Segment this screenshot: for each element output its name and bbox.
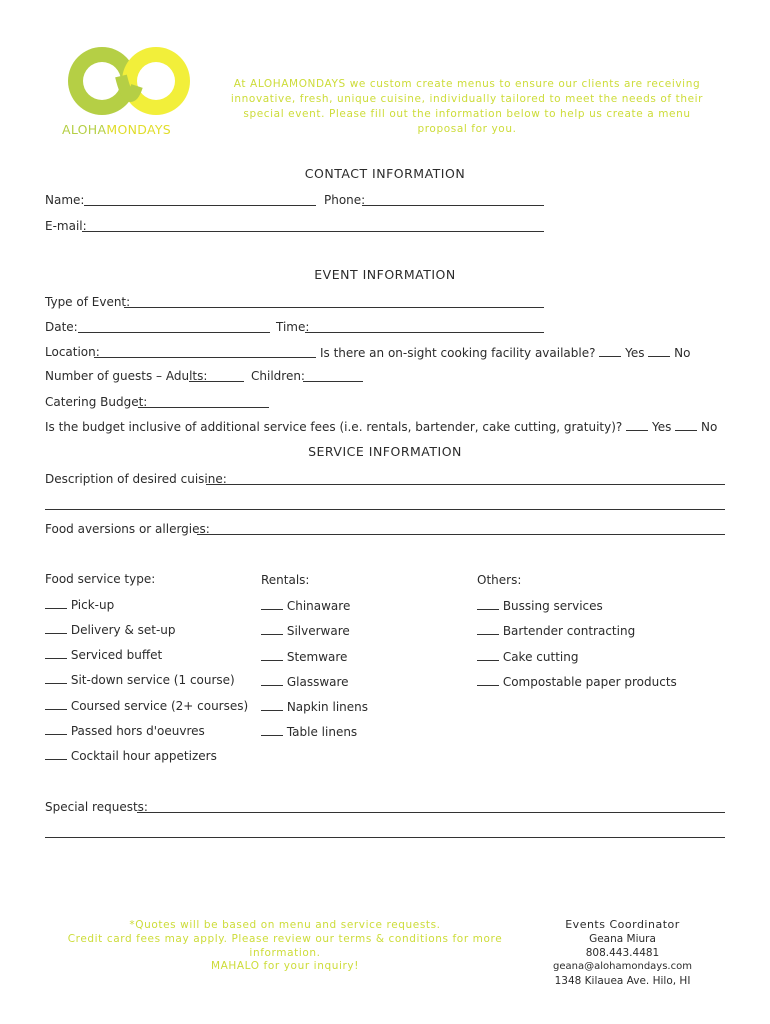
children-label: Children: bbox=[251, 369, 305, 383]
footer-note-line1: *Quotes will be based on menu and service requests. bbox=[129, 919, 441, 931]
food-service-item[interactable]: Delivery & set-up bbox=[45, 622, 176, 637]
cuisine-field[interactable] bbox=[206, 484, 725, 485]
allergies-label: Food aversions or allergies: bbox=[45, 522, 210, 536]
food-service-item[interactable]: Serviced buffet bbox=[45, 647, 162, 662]
cuisine-field-line2[interactable] bbox=[45, 509, 725, 510]
phone-label: Phone: bbox=[324, 193, 366, 207]
coordinator-email: geana@alohamondays.com bbox=[553, 961, 692, 972]
food-service-item[interactable]: Pick-up bbox=[45, 597, 114, 612]
event-section-title: EVENT INFORMATION bbox=[314, 267, 456, 282]
children-field[interactable] bbox=[303, 381, 363, 382]
adults-label: Number of guests – Adults: bbox=[45, 369, 208, 383]
footer-thanks: MAHALO for your inquiry! bbox=[210, 960, 360, 972]
event-type-label: Type of Event: bbox=[45, 295, 131, 309]
facility-no-blank[interactable] bbox=[648, 345, 670, 357]
checkbox-blank[interactable] bbox=[261, 674, 283, 686]
rentals-title: Rentals: bbox=[261, 573, 310, 587]
inclusive-no-blank[interactable] bbox=[675, 419, 697, 431]
facility-yes-label: Yes bbox=[625, 346, 645, 360]
name-field[interactable] bbox=[84, 205, 316, 206]
coordinator-title: Events Coordinator bbox=[565, 918, 680, 931]
food-service-item[interactable]: Cocktail hour appetizers bbox=[45, 748, 217, 763]
food-service-item[interactable]: Sit-down service (1 course) bbox=[45, 672, 235, 687]
rentals-item[interactable]: Table linens bbox=[261, 724, 357, 739]
facility-question: Is there an on-sight cooking facility available? Yes No bbox=[320, 346, 691, 360]
inclusive-yes-label: Yes bbox=[651, 420, 672, 434]
special-requests-field[interactable] bbox=[137, 812, 725, 813]
checkbox-blank[interactable] bbox=[45, 597, 67, 609]
rentals-item[interactable]: Glassware bbox=[261, 674, 349, 689]
intro-text: At ALOHAMONDAYS we custom create menus to ensure our clients are receiving innovative, fresh, unique cuisine, individually tailored to meet the needs of their special event. Please fill out the information below to help us create a menu proposal for you. bbox=[230, 78, 704, 135]
event-type-field[interactable] bbox=[124, 307, 544, 308]
email-label: E-mail: bbox=[45, 219, 87, 233]
others-item[interactable]: Cake cutting bbox=[477, 649, 578, 664]
budget-field[interactable] bbox=[138, 407, 269, 408]
logo-mark-icon bbox=[62, 46, 202, 118]
contact-section-title: CONTACT INFORMATION bbox=[304, 166, 466, 181]
checkbox-blank[interactable] bbox=[45, 723, 67, 735]
coordinator-address: 1348 Kilauea Ave. Hilo, HI bbox=[554, 975, 691, 987]
date-label: Date: bbox=[45, 320, 78, 334]
checkbox-blank[interactable] bbox=[261, 623, 283, 635]
checkbox-blank[interactable] bbox=[45, 748, 67, 760]
special-requests-label: Special requests: bbox=[45, 800, 148, 814]
checkbox-blank[interactable] bbox=[477, 598, 499, 610]
adults-field[interactable] bbox=[189, 381, 244, 382]
service-section-title: SERVICE INFORMATION bbox=[308, 444, 462, 459]
others-item[interactable]: Compostable paper products bbox=[477, 674, 677, 689]
checkbox-blank[interactable] bbox=[261, 724, 283, 736]
time-label: Time: bbox=[276, 320, 310, 334]
coordinator-name: Geana Miura bbox=[589, 933, 656, 945]
others-title: Others: bbox=[477, 573, 522, 587]
rentals-item[interactable]: Chinaware bbox=[261, 598, 350, 613]
checkbox-blank[interactable] bbox=[261, 598, 283, 610]
checkbox-blank[interactable] bbox=[477, 674, 499, 686]
brand-logo bbox=[62, 46, 202, 138]
budget-label: Catering Budget: bbox=[45, 395, 148, 409]
name-label: Name: bbox=[45, 193, 85, 207]
checkbox-blank[interactable] bbox=[477, 649, 499, 661]
footer-note-line2: Credit card fees may apply. Please review our terms & conditions for more information. bbox=[67, 933, 503, 959]
rentals-item[interactable]: Stemware bbox=[261, 649, 347, 664]
location-label: Location: bbox=[45, 345, 100, 359]
checkbox-blank[interactable] bbox=[261, 699, 283, 711]
special-requests-field-line2[interactable] bbox=[45, 837, 725, 838]
email-field[interactable] bbox=[82, 231, 544, 232]
facility-no-label: No bbox=[674, 346, 691, 360]
cuisine-label: Description of desired cuisine: bbox=[45, 472, 227, 486]
inclusive-question: Is the budget inclusive of additional service fees (i.e. rentals, bartender, cake cutting, gratuity)? Yes No bbox=[45, 420, 718, 434]
facility-yes-blank[interactable] bbox=[599, 345, 621, 357]
rentals-item[interactable]: Silverware bbox=[261, 623, 350, 638]
date-field[interactable] bbox=[78, 332, 270, 333]
inclusive-no-label: No bbox=[700, 420, 718, 434]
phone-field[interactable] bbox=[362, 205, 544, 206]
food-service-item[interactable]: Coursed service (2+ courses) bbox=[45, 698, 248, 713]
rentals-item[interactable]: Napkin linens bbox=[261, 699, 368, 714]
checkbox-blank[interactable] bbox=[45, 698, 67, 710]
inclusive-yes-blank[interactable] bbox=[626, 419, 648, 431]
brand-name-part2: MONDAYS bbox=[106, 122, 171, 137]
time-field[interactable] bbox=[305, 332, 544, 333]
checkbox-blank[interactable] bbox=[45, 672, 67, 684]
location-field[interactable] bbox=[94, 357, 316, 358]
brand-name-part1: ALOHA bbox=[62, 122, 107, 137]
others-item[interactable]: Bussing services bbox=[477, 598, 603, 613]
others-item[interactable]: Bartender contracting bbox=[477, 623, 635, 638]
checkbox-blank[interactable] bbox=[45, 622, 67, 634]
allergies-field[interactable] bbox=[197, 534, 725, 535]
checkbox-blank[interactable] bbox=[477, 623, 499, 635]
checkbox-blank[interactable] bbox=[45, 647, 67, 659]
food-service-item[interactable]: Passed hors d'oeuvres bbox=[45, 723, 205, 738]
coordinator-phone: 808.443.4481 bbox=[585, 947, 660, 959]
checkbox-blank[interactable] bbox=[261, 649, 283, 661]
food-service-title: Food service type: bbox=[45, 572, 156, 586]
